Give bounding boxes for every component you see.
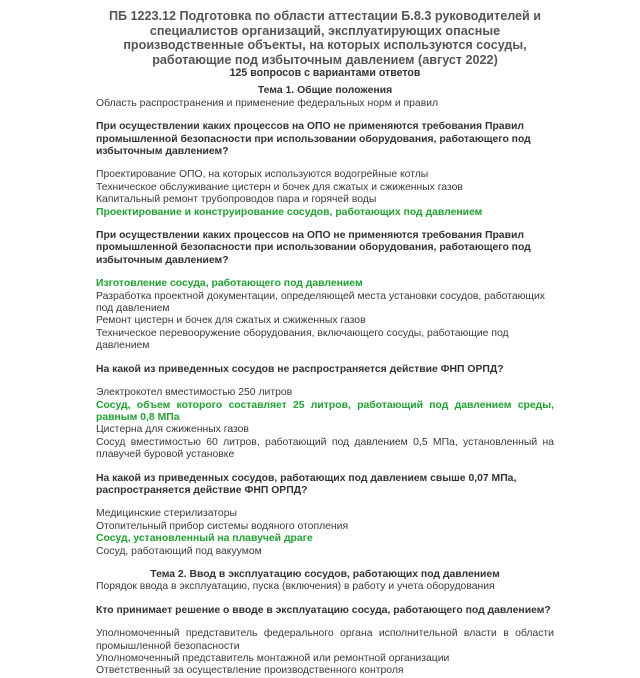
question-5-answer-2: Уполномоченный представитель монтажной или ремонтной организации xyxy=(96,653,450,664)
question-4: На какой из приведенных сосудов, работающих под давлением свыше 0,07 МПа, распространяется действие ФНП ОРПД? xyxy=(96,472,517,496)
question-1-answer-4-correct: Проектирование и конструирование сосудов, работающих под давлением xyxy=(96,206,483,218)
question-1-answer-1: Проектирование ОПО, на которых используются водогрейные котлы xyxy=(96,169,429,181)
question-1-answer-3: Капитальный ремонт трубопроводов пара и горячей воды xyxy=(96,194,377,206)
question-4-answer-2: Отопительный прибор системы водяного отопления xyxy=(96,520,349,532)
topic-2-title: Тема 2. Ввод в эксплуатацию сосудов, работающих под давлением xyxy=(150,568,500,580)
question-4-answer-3-correct: Сосуд, установленный на плавучей драге xyxy=(96,533,313,545)
topic-1-description: Область распространения и применение федеральных норм и правил xyxy=(96,97,439,109)
document-subtitle: 125 вопросов с вариантами ответов xyxy=(229,67,421,80)
question-5-answer-1: Уполномоченный представитель федерального органа исполнительной власти в области промышленной безопасности xyxy=(96,628,554,652)
question-2-answer-2: Разработка проектной документации, определяющей места установки сосудов, работающих под давлением xyxy=(96,290,545,315)
question-5: Кто принимает решение о вводе в эксплуатацию сосуда, работающего под давлением? xyxy=(96,604,551,616)
question-1: При осуществлении каких процессов на ОПО не применяются требования Правил промышленной безопасности при использовании оборудования, работающего под избыточным давлением? xyxy=(96,121,531,157)
question-2-answer-1-correct: Изготовление сосуда, работающего под давлением xyxy=(96,278,363,290)
document-title: ПБ 1223.12 Подготовка по области аттестации Б.8.3 руководителей и специалистов организаций, эксплуатирующих опасные производственные объекты, на которых используются сосуды, работающие под избыточным давлением (август 2022) xyxy=(108,9,542,67)
topic-1-title: Тема 1. Общие положения xyxy=(257,85,393,97)
question-5-answer-3: Ответственный за осуществление производственного контроля xyxy=(96,665,404,677)
question-4-answer-4: Сосуд, работающий под вакуумом xyxy=(96,545,262,557)
question-3: На какой из приведенных сосудов не распространяется действие ФНП ОРПД? xyxy=(96,363,504,375)
question-3-answer-1: Электрокотел вместимостью 250 литров xyxy=(96,387,293,399)
question-3-answer-2-correct: Сосуд, объем которого составляет 25 литров, работающий под давлением среды, равным 0,8 МПа xyxy=(96,399,554,423)
question-3-answer-4: Сосуд вместимостью 60 литров, работающий под давлением 0,5 МПа, установленный на плавучей буровой установке xyxy=(96,436,554,461)
question-4-answer-1: Медицинские стерилизаторы xyxy=(96,508,237,520)
question-3-answer-3: Цистерна для сжиженных газов xyxy=(96,424,249,436)
topic-2-description: Порядок ввода в эксплуатацию, пуска (включения) в работу и учета оборудования xyxy=(96,581,495,593)
question-2: При осуществлении каких процессов на ОПО не применяются требования Правил промышленной безопасности при использовании оборудования, работающего под избыточным давлением? xyxy=(96,230,531,266)
question-2-answer-4: Техническое перевооружение оборудования, включающего сосуды, работающие под давлением xyxy=(96,327,509,352)
question-1-answer-2: Техническое обслуживание цистерн и бочек для сжатых и сжиженных газов xyxy=(96,181,463,193)
question-2-answer-3: Ремонт цистерн и бочек для сжатых и сжиженных газов xyxy=(96,315,366,327)
